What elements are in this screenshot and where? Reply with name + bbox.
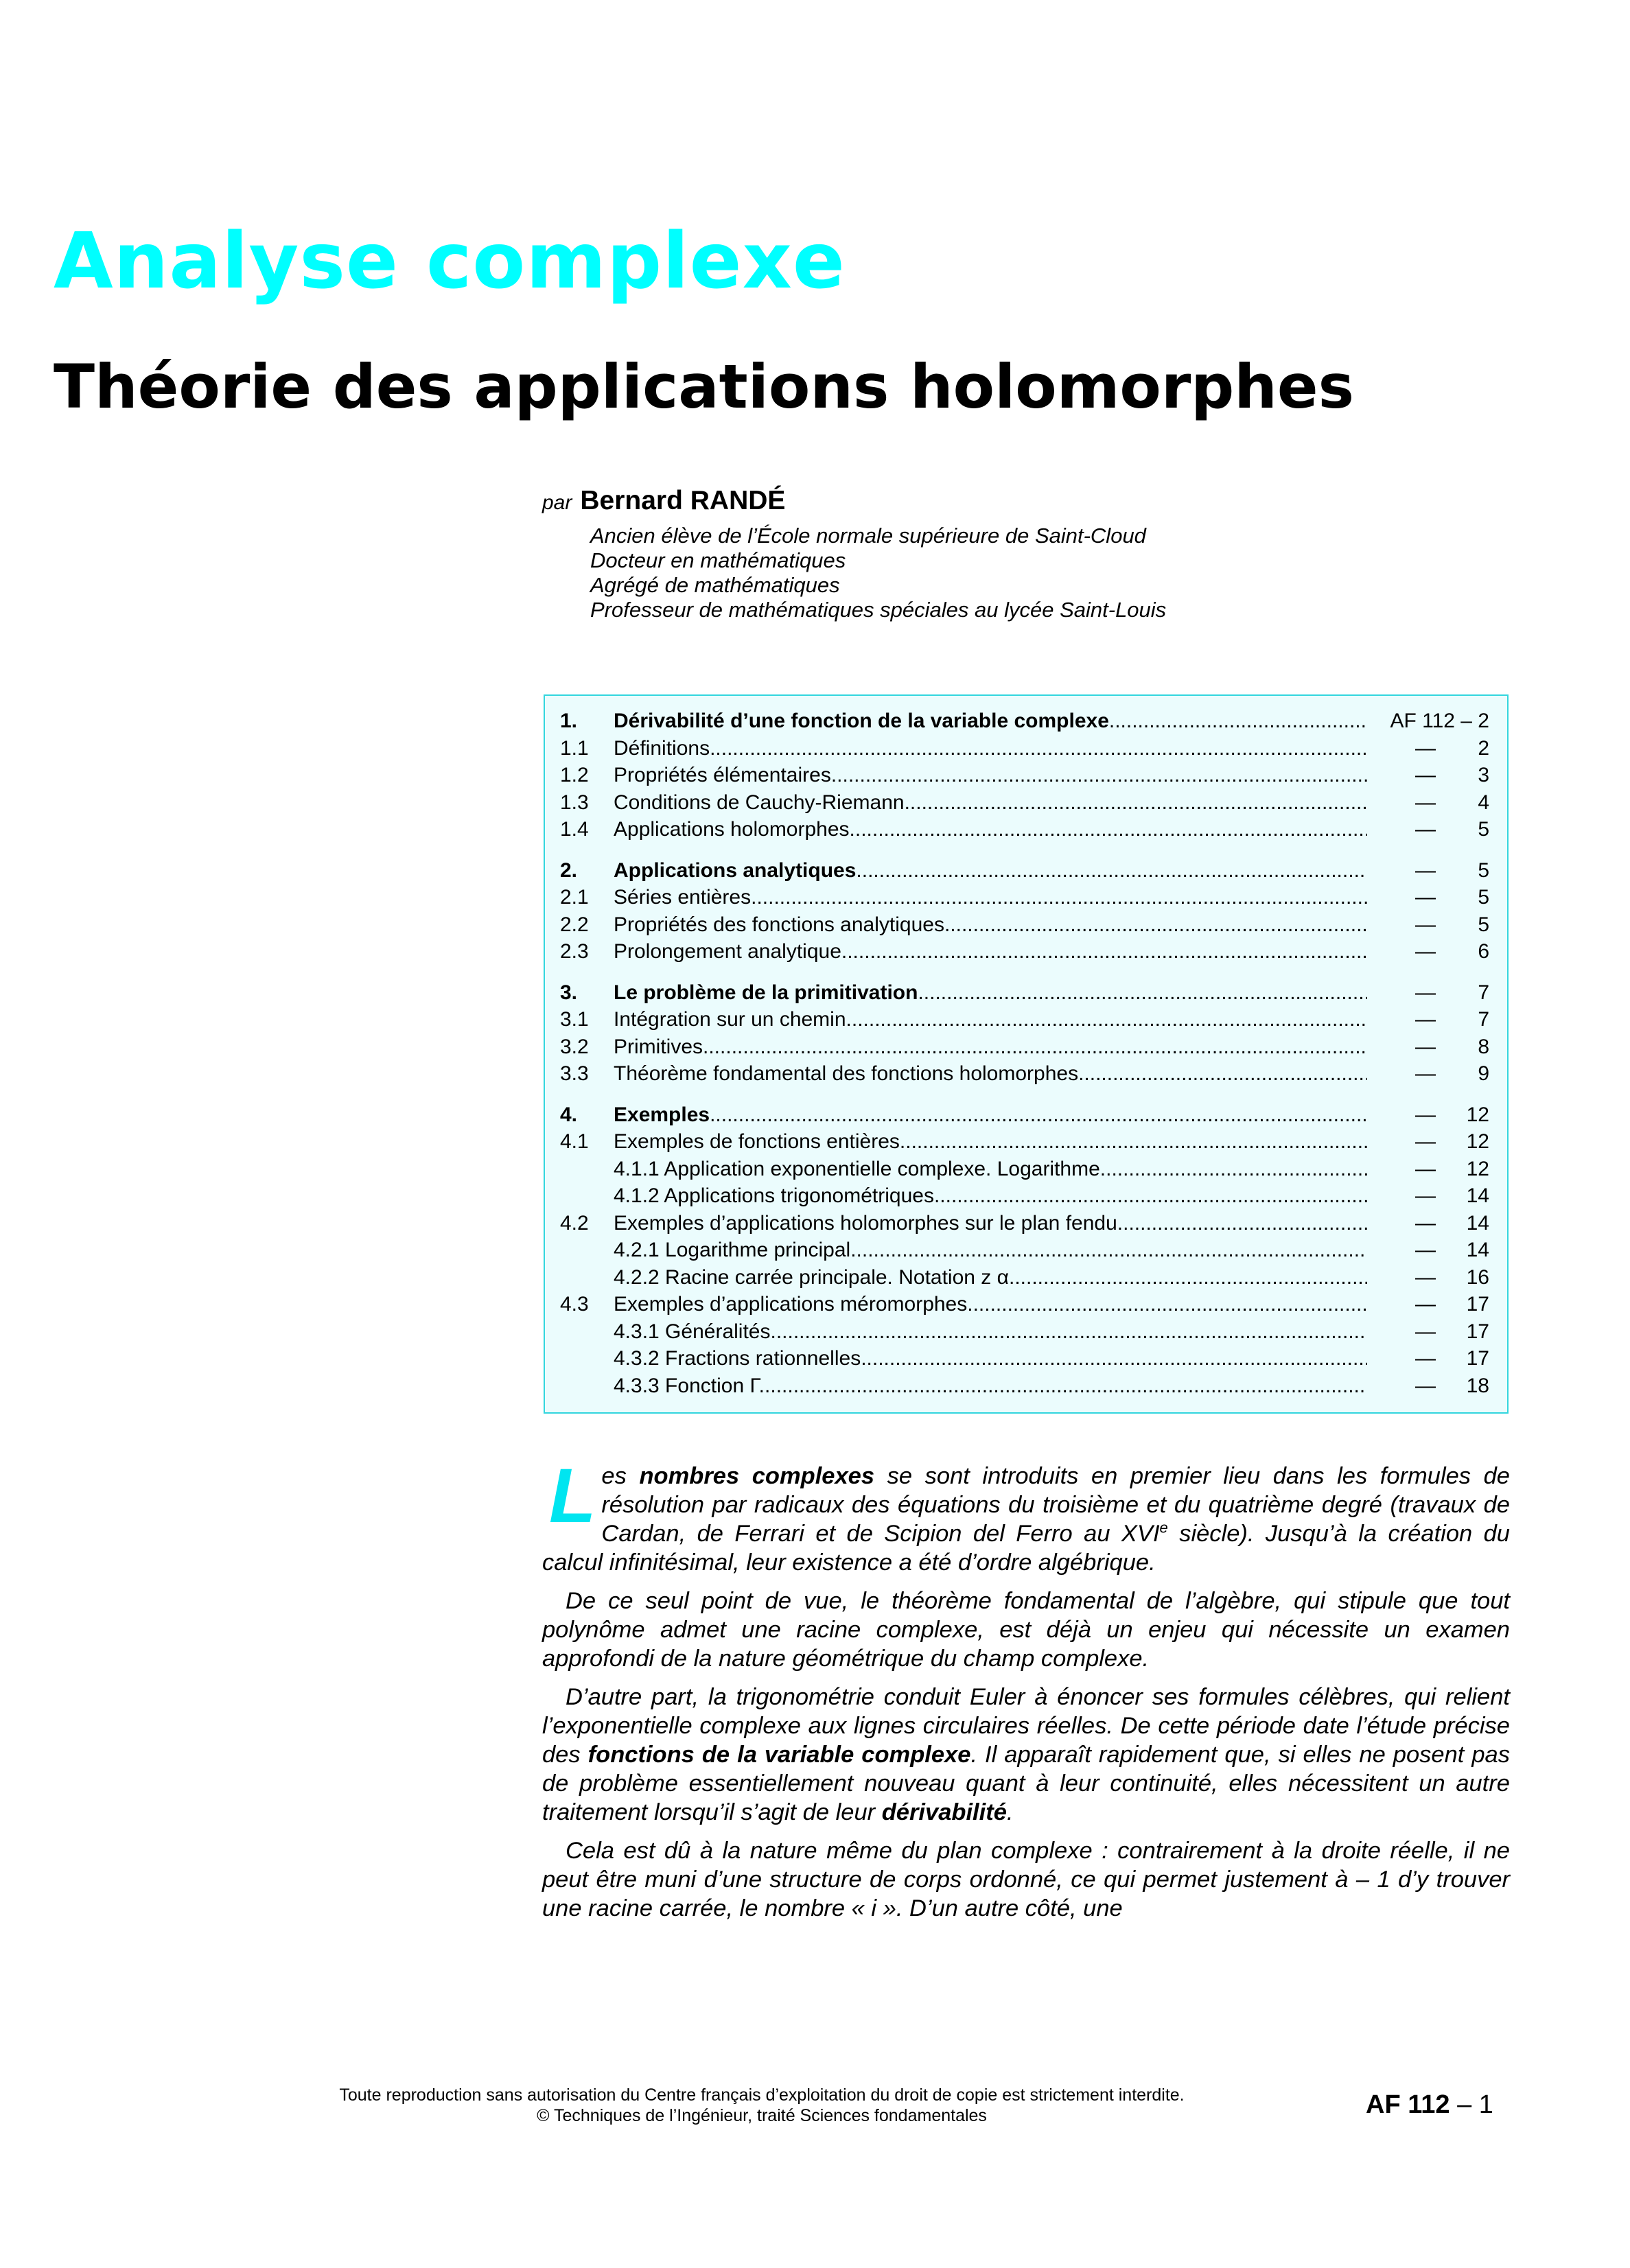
toc-row[interactable]: 4.1 Exemples de fonctions entières ..... — 12 xyxy=(560,1130,1489,1158)
toc-row[interactable]: 4.2.1 Logarithme principal ..... — 14 xyxy=(560,1239,1489,1266)
toc-row[interactable]: 1.1 Définitions ..... — 2 xyxy=(560,737,1489,764)
toc-row[interactable]: 1.3 Conditions de Cauchy-Riemann ..... — 4 xyxy=(560,791,1489,819)
author-par: par xyxy=(542,491,572,514)
toc-row[interactable]: 4.3 Exemples d’applications méromorphes ..... — 17 xyxy=(560,1293,1489,1320)
intro-paragraph: De ce seul point de vue, le théorème fondamental de l’algèbre, qui stipule que tout polynôme admet une racine complexe, est déjà un enjeu qui nécessite un examen approfondi de la nature géométrique du champ complexe. xyxy=(542,1588,1510,1672)
toc-row[interactable]: 1.4 Applications holomorphes ..... — 5 xyxy=(560,818,1489,845)
toc-row[interactable]: 4.3.2 Fractions rationnelles ..... — 17 xyxy=(560,1347,1489,1375)
author-credential: Agrégé de mathématiques xyxy=(590,573,840,597)
author-credentials xyxy=(590,524,1166,622)
author-credential: Ancien élève de l’École normale supérieure de Saint-Cloud xyxy=(590,524,1146,548)
author-block xyxy=(542,486,1166,622)
intro-paragraph: Les nombres complexes se sont introduits en premier lieu dans les formules de résolution par radicaux des équations du troisième et du quatrième degré (travaux de Cardan, de Ferrari et de Scipion del Ferro au XVIe siècle). Jusqu’à la création du calcul infinitésimal, leur existence a été d’ordre algébrique. xyxy=(542,1453,1510,1576)
intro-paragraph: Cela est dû à la nature même du plan complexe : contrairement à la droite réelle, il ne peut être muni d’une structure de corps ordonné, ce qui permet justement à – 1 d’y trouver une racine carrée, le nombre « i ». D’un autre côté, une xyxy=(542,1838,1510,1921)
author-credential: Docteur en mathématiques xyxy=(590,548,846,572)
toc-group xyxy=(560,859,1489,968)
document-subtitle: Théorie des applications holomorphes xyxy=(54,351,1354,422)
toc-row[interactable]: 4.3.1 Généralités ..... — 17 xyxy=(560,1320,1489,1348)
copyright-notice: Toute reproduction sans autorisation du Centre français d’exploitation du droit de copie est strictement interdite. © Techniques de l’Ingénieur, traité Sciences fondamentales xyxy=(339,2085,1185,2125)
toc-row[interactable]: 4.2 Exemples d’applications holomorphes sur le plan fendu ..... — 14 xyxy=(560,1212,1489,1239)
toc-section-row[interactable]: 4. Exemples ..... — 12 xyxy=(560,1103,1489,1131)
toc-row[interactable]: 2.1 Séries entières ..... — 5 xyxy=(560,886,1489,913)
toc-row[interactable]: 3.3 Théorème fondamental des fonctions holomorphes ..... — 9 xyxy=(560,1062,1489,1090)
toc-group xyxy=(560,1103,1489,1402)
page-reference xyxy=(1366,2090,1493,2120)
toc-row[interactable]: 4.3.3 Fonction Γ. ..... — 18 xyxy=(560,1375,1489,1402)
document-code: AF 112 xyxy=(1366,2090,1450,2119)
toc-row[interactable]: 4.1.1 Application exponentielle complexe. Logarithme. ..... — 12 xyxy=(560,1158,1489,1185)
toc-section-row[interactable]: 1. Dérivabilité d’une fonction de la variable complexe ..... AF 112 – 2 xyxy=(560,710,1489,737)
toc-row[interactable]: 3.2 Primitives ..... — 8 xyxy=(560,1036,1489,1063)
drop-cap: L xyxy=(549,1453,596,1539)
table-of-contents xyxy=(544,694,1509,1414)
toc-group xyxy=(560,710,1489,845)
toc-row[interactable]: 2.2 Propriétés des fonctions analytiques ..... — 5 xyxy=(560,913,1489,941)
toc-row[interactable]: 4.1.2 Applications trigonométriques ..... — 14 xyxy=(560,1184,1489,1212)
toc-ref: AF 112 – 2 xyxy=(1390,710,1489,732)
document-title: Analyse complexe xyxy=(54,217,846,306)
toc-row[interactable]: 3.1 Intégration sur un chemin ..... — 7 xyxy=(560,1008,1489,1036)
author-name: Bernard RANDÉ xyxy=(580,486,786,515)
page-number: – 1 xyxy=(1449,2090,1493,2119)
toc-group xyxy=(560,981,1489,1090)
toc-row[interactable]: 1.2 Propriétés élémentaires ..... — 3 xyxy=(560,764,1489,791)
toc-row[interactable]: 4.2.2 Racine carrée principale. Notation z α ..... — 16 xyxy=(560,1266,1489,1294)
toc-row[interactable]: 2.3 Prolongement analytique ..... — 6 xyxy=(560,940,1489,968)
toc-section-row[interactable]: 3. Le problème de la primitivation ..... — 7 xyxy=(560,981,1489,1009)
author-credential: Professeur de mathématiques spéciales au lycée Saint-Louis xyxy=(590,598,1167,622)
introduction-text xyxy=(542,1453,1510,1932)
intro-paragraph: D’autre part, la trigonométrie conduit Euler à énoncer ses formules célèbres, qui relient l’exponentielle complexe aux lignes circulaires réelles. De cette période date l’étude précise des fonctions de la variable complexe. Il apparaît rapidement que, si elles ne posent pas de problème essentiellement nouveau quant à leur continuité, elles nécessitent un autre traitement lorsqu’il s’agit de leur dérivabilité. xyxy=(542,1684,1510,1825)
toc-section-row[interactable]: 2. Applications analytiques ..... — 5 xyxy=(560,859,1489,887)
